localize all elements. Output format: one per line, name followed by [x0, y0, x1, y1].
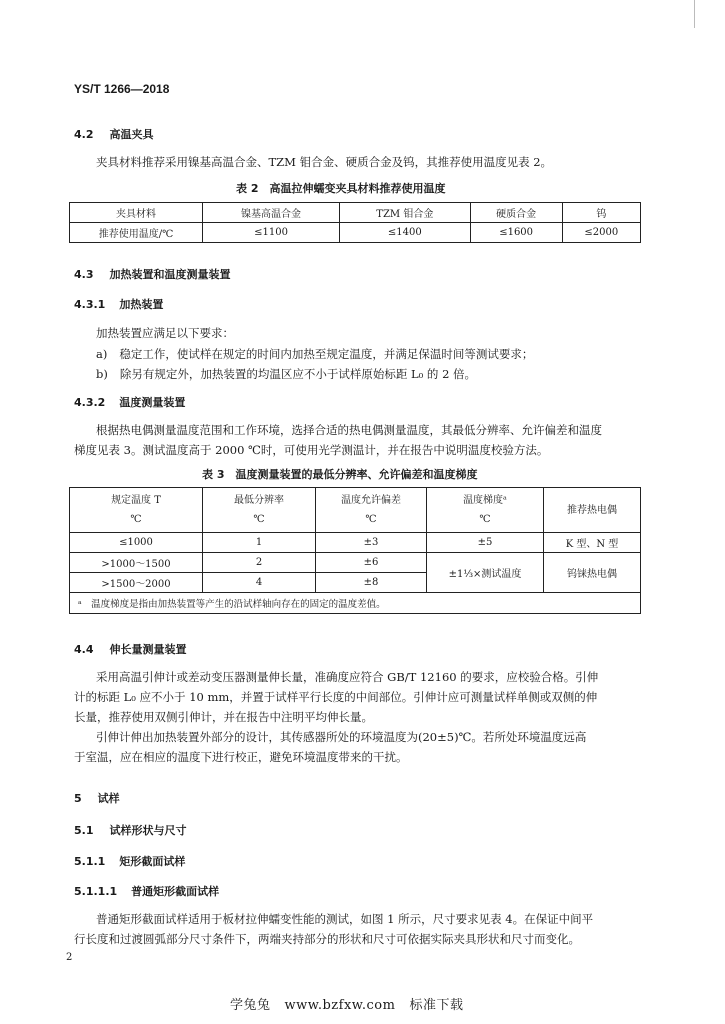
section-number: 4.3.1	[74, 298, 106, 311]
paragraph-line: 引伸计伸出加热装置外部分的设计，其传感器所处的环境温度为(20±5)℃。若所处环境温度远高	[96, 730, 587, 744]
footer-url[interactable]: www.bzfxw.com	[284, 998, 396, 1013]
page-number: 2	[66, 952, 73, 963]
table-header-cell: 硬质合金	[470, 203, 562, 223]
table-2-caption: 表 2 高温拉伸蠕变夹具材料推荐使用温度	[236, 182, 446, 195]
section-title: 矩形截面试样	[119, 855, 186, 868]
list-label: b)	[96, 367, 108, 381]
list-text: 除另有规定外，加热装置的均温区应不小于试样原始标距 L₀ 的 2 倍。	[119, 367, 477, 381]
section-title: 加热装置和温度测量装置	[109, 268, 231, 281]
paragraph-line: 计的标距 L₀ 应不小于 10 mm，并置于试样平行长度的中间部位。引伸计应可测量试样单侧或双侧的伸	[74, 690, 598, 704]
table-cell: ≤1100	[203, 223, 340, 243]
section-5-heading	[74, 790, 120, 806]
table-3-caption: 表 3 温度测量装置的最低分辨率、允许偏差和温度梯度	[202, 468, 478, 481]
table-header-cell: 最低分辨率 ℃	[203, 488, 316, 533]
table-cell: ≤1600	[470, 223, 562, 243]
section-number: 5.1.1	[74, 855, 106, 868]
table-header-cell: 夹具材料	[70, 203, 203, 223]
section-4-3-heading	[74, 266, 231, 282]
table-cell: 1	[203, 533, 316, 553]
section-number: 5.1.1.1	[74, 885, 118, 898]
table-cell: 4	[203, 573, 316, 593]
paragraph: 加热装置应满足以下要求：	[96, 326, 234, 340]
list-item-a	[96, 343, 533, 365]
section-number: 4.2	[74, 128, 94, 141]
table-header-cell: 钨	[562, 203, 640, 223]
list-label: a)	[96, 347, 108, 361]
table-3	[69, 487, 641, 614]
table-cell: 推荐使用温度/℃	[70, 223, 203, 243]
section-title: 高温夹具	[109, 128, 154, 141]
section-5-1-1-heading	[74, 853, 185, 869]
section-title: 普通矩形截面试样	[131, 885, 220, 898]
section-4-3-1-heading	[74, 296, 163, 312]
section-5-1-heading	[74, 822, 187, 838]
table-cell: >1500～2000	[70, 573, 203, 593]
paragraph-line: 采用高温引伸计或差动变压器测量伸长量，准确度应符合 GB/T 12160 的要求，应校验合格。引伸	[96, 670, 599, 684]
table-2	[69, 202, 641, 243]
paragraph-line: 普通矩形截面试样适用于板材拉伸蠕变性能的测试，如图 1 所示，尺寸要求见表 4。在保证中间平	[96, 912, 594, 926]
section-number: 5	[74, 792, 82, 805]
scan-edge-line	[694, 0, 695, 28]
section-number: 5.1	[74, 824, 94, 837]
paragraph-line: 行长度和过渡圆弧部分尺寸条件下，两端夹持部分的形状和尺寸可依据实际夹具形状和尺寸而变化。	[74, 932, 580, 946]
table-cell-merged: ±1⅓×测试温度	[427, 553, 544, 593]
table-cell: 2	[203, 553, 316, 573]
table-header-cell: 温度梯度ᵃ ℃	[427, 488, 544, 533]
section-title: 试样形状与尺寸	[109, 824, 187, 837]
table-footnote: ᵃ 温度梯度是指由加热装置等产生的沿试样轴向存在的固定的温度差值。	[70, 593, 641, 614]
table-cell: ±8	[316, 573, 427, 593]
footer-tagline: 标准下载	[409, 998, 464, 1013]
table-header-cell: 推荐热电偶	[544, 488, 641, 533]
section-number: 4.3.2	[74, 396, 106, 409]
paragraph-line: 于室温，应在相应的温度下进行校正，避免环境温度带来的干扰。	[74, 750, 408, 764]
table-cell: ±3	[316, 533, 427, 553]
section-5-1-1-1-heading	[74, 883, 219, 899]
list-item-b	[96, 363, 476, 385]
table-header-cell: TZM 钼合金	[340, 203, 470, 223]
section-4-3-2-heading	[74, 394, 185, 410]
section-4-2-heading	[74, 126, 154, 142]
paragraph-line: 梯度见表 3。测试温度高于 2000 ℃时，可使用光学测温计，并在报告中说明温度校验方法。	[74, 443, 549, 457]
paragraph: 夹具材料推荐采用镍基高温合金、TZM 钼合金、硬质合金及钨，其推荐使用温度见表 2。	[96, 155, 553, 169]
paragraph-line: 根据热电偶测量温度范围和工作环境，选择合适的热电偶测量温度，其最低分辨率、允许偏差和温度	[96, 423, 602, 437]
table-header-cell: 温度允许偏差 ℃	[316, 488, 427, 533]
table-cell: ±5	[427, 533, 544, 553]
standard-code: YS/T 1266—2018	[74, 82, 170, 96]
footer-site-name: 学兔兔	[230, 998, 271, 1013]
section-title: 试样	[97, 792, 120, 805]
table-cell: ≤2000	[562, 223, 640, 243]
section-title: 伸长量测量装置	[109, 643, 187, 656]
table-header-cell: 镍基高温合金	[203, 203, 340, 223]
section-title: 温度测量装置	[119, 396, 186, 409]
list-text: 稳定工作，使试样在规定的时间内加热至规定温度，并满足保温时间等测试要求；	[119, 347, 534, 361]
table-header-cell: 规定温度 T ℃	[70, 488, 203, 533]
table-cell-merged: 钨铼热电偶	[544, 553, 641, 593]
paragraph-line: 长量，推荐使用双侧引伸计，并在报告中注明平均伸长量。	[74, 710, 373, 724]
table-cell: >1000～1500	[70, 553, 203, 573]
section-number: 4.3	[74, 268, 94, 281]
section-number: 4.4	[74, 643, 94, 656]
table-cell: ±6	[316, 553, 427, 573]
table-cell: ≤1000	[70, 533, 203, 553]
section-4-4-heading	[74, 641, 187, 657]
footer-watermark	[230, 994, 477, 1013]
table-cell: K 型、N 型	[544, 533, 641, 553]
section-title: 加热装置	[119, 298, 164, 311]
table-cell: ≤1400	[340, 223, 470, 243]
